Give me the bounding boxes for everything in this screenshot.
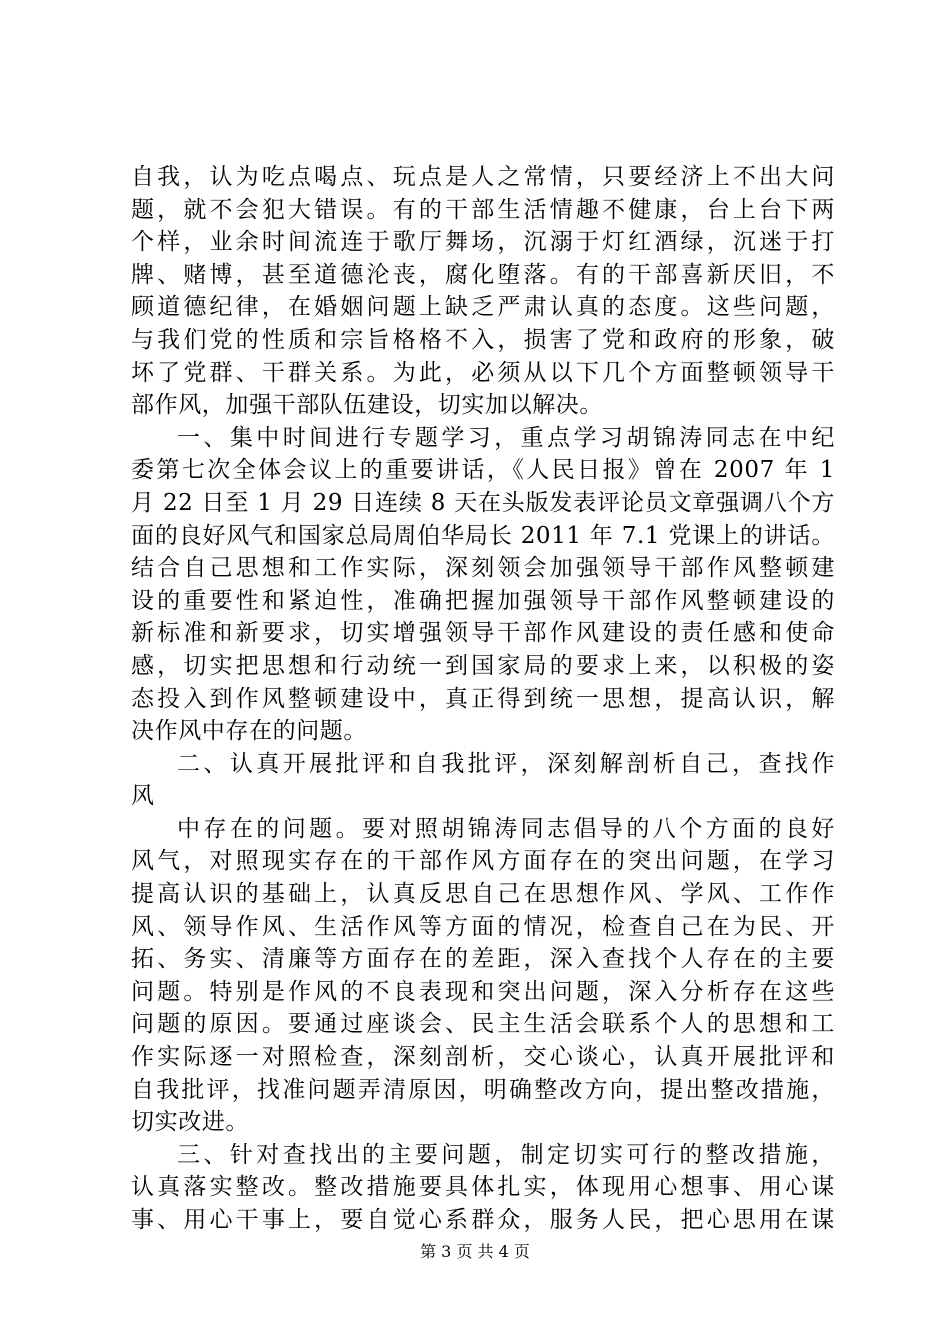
text-line: 坏了党群、干群关系。为此，必须从以下几个方面整顿领导干 [131,359,835,386]
text-line: 个样，业余时间流连于歌厅舞场，沉溺于灯红酒绿，沉迷于打 [131,229,835,256]
document-body [131,161,835,1237]
text-line: 一、集中时间进行专题学习，重点学习胡锦涛同志在中纪 [177,424,835,451]
text-line: 月 22 日至 1 月 29 日连续 8 天在头版发表评论员文章强调八个方 [131,489,835,516]
text-line: 三、针对查找出的主要问题，制定切实可行的整改措施， [177,1141,835,1168]
text-line: 二、认真开展批评和自我批评，深刻解剖析自己，查找作 [177,750,835,777]
text-line: 作实际逐一对照检查，深刻剖析，交心谈心，认真开展批评和 [131,1044,835,1071]
text-line: 自我批评，找准问题弄清原因，明确整改方向，提出整改措施， [131,1076,835,1103]
text-line: 感，切实把思想和行动统一到国家局的要求上来，以积极的姿 [131,652,835,679]
text-line: 问题的原因。要通过座谈会、民主生活会联系个人的思想和工 [131,1011,835,1038]
text-line: 决作风中存在的问题。 [131,718,367,745]
text-line: 风 [131,783,155,810]
text-line: 与我们党的性质和宗旨格格不入，损害了党和政府的形象，破 [131,326,835,353]
text-line: 中存在的问题。要对照胡锦涛同志倡导的八个方面的良好 [177,815,835,842]
text-line: 设的重要性和紧迫性，准确把握加强领导干部作风整顿建设的 [131,587,835,614]
text-line: 面的良好风气和国家总局周伯华局长 2011 年 7.1 党课上的讲话。 [131,522,835,549]
text-line: 题，就不会犯大错误。有的干部生活情趣不健康，台上台下两 [131,196,835,223]
text-line: 结合自己思想和工作实际，深刻领会加强领导干部作风整顿建 [131,555,835,582]
text-line: 部作风，加强干部队伍建设，切实加以解决。 [131,392,603,419]
text-line: 认真落实整改。整改措施要具体扎实，体现用心想事、用心谋 [131,1174,835,1201]
text-line: 拓、务实、清廉等方面存在的差距，深入查找个人存在的主要 [131,946,835,973]
text-line: 顾道德纪律，在婚姻问题上缺乏严肃认真的态度。这些问题， [131,294,835,321]
text-line: 问题。特别是作风的不良表现和突出问题，深入分析存在这些 [131,978,835,1005]
page-footer: 第 3 页 共 4 页 [420,1242,530,1261]
text-line: 提高认识的基础上，认真反思自己在思想作风、学风、工作作 [131,881,835,908]
text-line: 牌、赌博，甚至道德沦丧，腐化堕落。有的干部喜新厌旧，不 [131,261,835,288]
text-line: 新标准和新要求，切实增强领导干部作风建设的责任感和使命 [131,620,835,647]
text-line: 风气，对照现实存在的干部作风方面存在的突出问题，在学习 [131,848,835,875]
text-line: 风、领导作风、生活作风等方面的情况，检查自己在为民、开 [131,913,835,940]
text-line: 态投入到作风整顿建设中，真正得到统一思想，提高认识，解 [131,685,835,712]
text-line: 切实改进。 [131,1109,249,1136]
text-line: 事、用心干事上，要自觉心系群众，服务人民，把心思用在谋 [131,1207,835,1233]
text-line: 委第七次全体会议上的重要讲话，《人民日报》曾在 2007 年 1 [131,457,835,484]
text-line: 自我，认为吃点喝点、玩点是人之常情，只要经济上不出大问 [131,164,835,190]
